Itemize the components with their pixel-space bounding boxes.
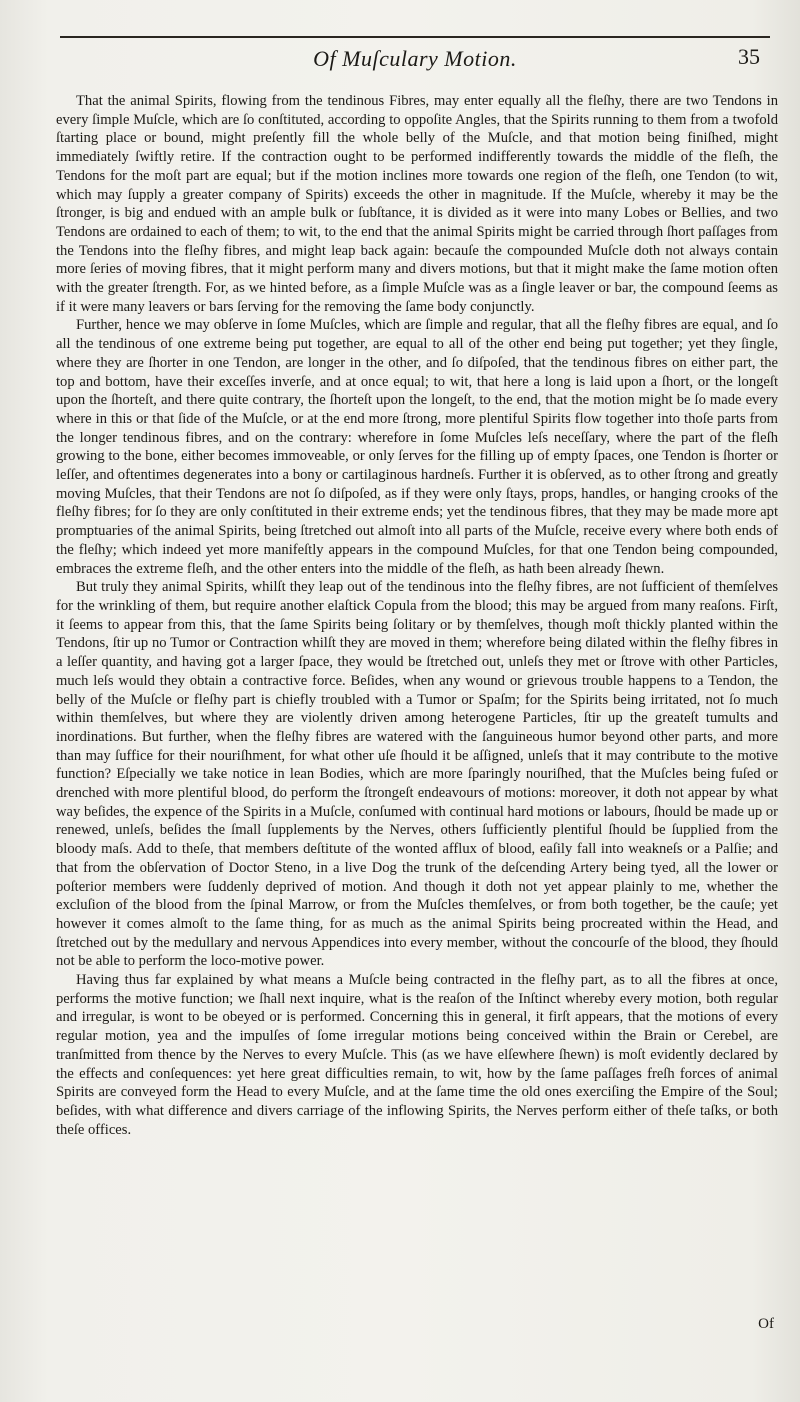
paragraph: That the animal Spirits, flowing from the tendinous Fibres, may enter equally all the fleſhy, there are two Tendons in every ſimple Muſcle, which are ſo conſtituted, according to oppoſite Angles, that the Spirits running to them from a twofold ſtarting place or bound, might preſently fill the whole belly of the Muſcle, and that motion being finiſhed, might immediately ſwiftly retire. If the contraction ought to be performed indifferently towards the middle of the fleſh, the Tendons for the moſt part are equal; but if the motion inclines more towards one region of the fleſh, one Tendon (to wit, which may ſupply a greater company of Spirits) exceeds the other in magnitude. If the Muſcle, whereby it may be the ſtronger, is big and endued with an ample bulk or ſubſtance, it is divided as it were into many Lobes or Bellies, and two Tendons are ordained to each of them; to wit, to the end that the animal Spirits might be carried through ſhort paſſages from the Tendons into the fleſhy fibres, and might leap back again: becauſe the compounded Muſcle doth not always contain more ſeries of moving fibres, that it might perform many and divers motions, but that it might make the ſame motion often with the greater ſtrength. For, as we hinted before, as a ſimple Muſcle was as a ſingle leaver or bar, the compound ſeems as if it were many leavers or bars ſerving for the removing the ſame body conjunctly. xyxy=(56,93,778,315)
page-number: 35 xyxy=(738,44,760,69)
body-text xyxy=(56,92,778,1139)
paragraph: Having thus far explained by what means a Muſcle being contracted in the fleſhy part, as to all the fibres at once, performs the motive function; we ſhall next inquire, what is the reaſon of the Inſtinct whereby every motion, both regular and irregular, is wont to be obeyed or is performed. Concerning this in general, it firſt appears, that the motions of every regular motion, yea and the impulſes of ſome irregular motions being conceived within the Brain or Cerebel, are tranſmitted from thence by the Nerves to every Muſcle. This (as we have elſewhere ſhewn) is moſt evidently declared by the effects and conſequences: yet here great difficulties remain, to wit, how by the ſame paſſages freſh forces of animal Spirits are conveyed form the Head to every Muſcle, and at the ſame time the old ones exerciſing the Empire of the Soul; beſides, with what difference and divers carriage of the inflowing Spirits, the Nerves perform either of theſe taſks, or both theſe offices. xyxy=(56,972,778,1138)
header-rule xyxy=(60,36,770,38)
paragraph: Further, hence we may obſerve in ſome Muſcles, which are ſimple and regular, that all the fleſhy fibres are equal, and ſo all the tendinous of one extreme being put together, are equal to all of the other end being put together; yet they ſingle, where they are ſhorter in one Tendon, are longer in the other, and ſo diſpoſed, that the tendinous fibres on either part, the top and bottom, have their exceſſes inverſe, and at once equal; to wit, that here a long is laid upon a ſhort, or the longeſt upon the ſhorteſt, and there quite contrary, the ſhorteſt upon the longeſt, to the end, that the motion might be ſo made every where in this or that ſide of the Muſcle, or at the end more ſtrong, more plentiful Spirits flow together into thoſe parts from the longer tendinous fibres, and on the contrary: wherefore in ſome Muſcles leſs neceſſary, where the part of the fleſh growing to the bone, either becomes immoveable, or only ſerves for the filling up of empty ſpaces, one Tendon is ſhorter or leſſer, and oftentimes degenerates into a bony or cartilaginous hardneſs. Further it is obſerved, as to other ſtrong and greatly moving Muſcles, that their Tendons are not ſo diſpoſed, as if they were only ſtays, props, handles, or hanging crooks of the fleſhy fibres; for ſo they are only conſtituted in their extreme ends; yet the tendinous fibres, that they may be made more apt promptuaries of the animal Spirits, being ſtretched out almoſt into all parts of the Muſcle, receive every where both ends of the fleſhy; which indeed yet more manifeſtly appears in the compound Muſcles, for that one Tendon being compounded, embraces the extreme fleſh, and the other enters into the middle of the fleſh, as hath been already ſhewn. xyxy=(56,317,778,577)
page-header xyxy=(60,36,770,76)
paragraph: But truly they animal Spirits, whilſt they leap out of the tendinous into the fleſhy fibres, are not ſufficient of themſelves for the wrinkling of them, but require another elaſtick Copula from the blood; this may be argued from many reaſons. Firſt, it ſeems to appear from this, that the ſame Spirits being ſolitary or by themſelves, though moſt thickly planted within the Tendons, ſtir up no Tumor or Contraction whilſt they are moved in them; wherefore being dilated within the fleſhy fibres in a leſſer quantity, and having got a larger ſpace, they would be ſtretched out, unleſs they met or ſtrove with other Particles, much leſs would they obtain a contractive force. Beſides, when any wound or grievous trouble happens to a Tendon, the belly of the Muſcle or fleſhy part is chiefly troubled with a Tumor or Spaſm; for the Spirits being irritated, not ſo much within themſelves, but where they are violently driven among heterogene Particles, ſtir up the greateſt tumults and inordinations. But further, when the fleſhy fibres are watered with the ſanguineous humor beyond other parts, and more than may ſuffice for their nouriſhment, for what other uſe ſhould it be aſſigned, unleſs that it may contribute to the motive function? Eſpecially we take notice in lean Bodies, which are more ſparingly nouriſhed, that the Muſcles being fuſed or drenched with more plentiful blood, do perform the ſtrongeſt endeavours of motions: moreover, it doth not appear by what way beſides, the expence of the Spirits in a Muſcle, conſumed with continual hard motions or labours, ſhould be made up or renewed, unleſs, beſides the ſmall ſupplements by the Nerves, others ſufficiently plentiful ſhould be ſupplied from the bloody maſs. Add to theſe, that members deſtitute of the wonted afflux of blood, eaſily fall into weakneſs or a Palſie; and that from the obſervation of Doctor Steno, in a live Dog the trunk of the deſcending Artery being tyed, all the lower or poſterior members were ſuddenly deprived of motion. And though it doth not yet appear plainly to me, whether the excluſion of the blood from the ſpinal Marrow, or from the Muſcles themſelves, or from both together, be the cauſe; yet however it comes almoſt to the ſame thing, for as much as the animal Spirits being procreated within the Head, and ſtretched out by the medullary and nervous Appendices into every member, without the concourſe of the blood, they ſhould not be able to perform the loco-motive power. xyxy=(56,579,778,970)
catchword: Of xyxy=(758,1316,774,1332)
running-title: Of Muſculary Motion. xyxy=(313,46,517,71)
